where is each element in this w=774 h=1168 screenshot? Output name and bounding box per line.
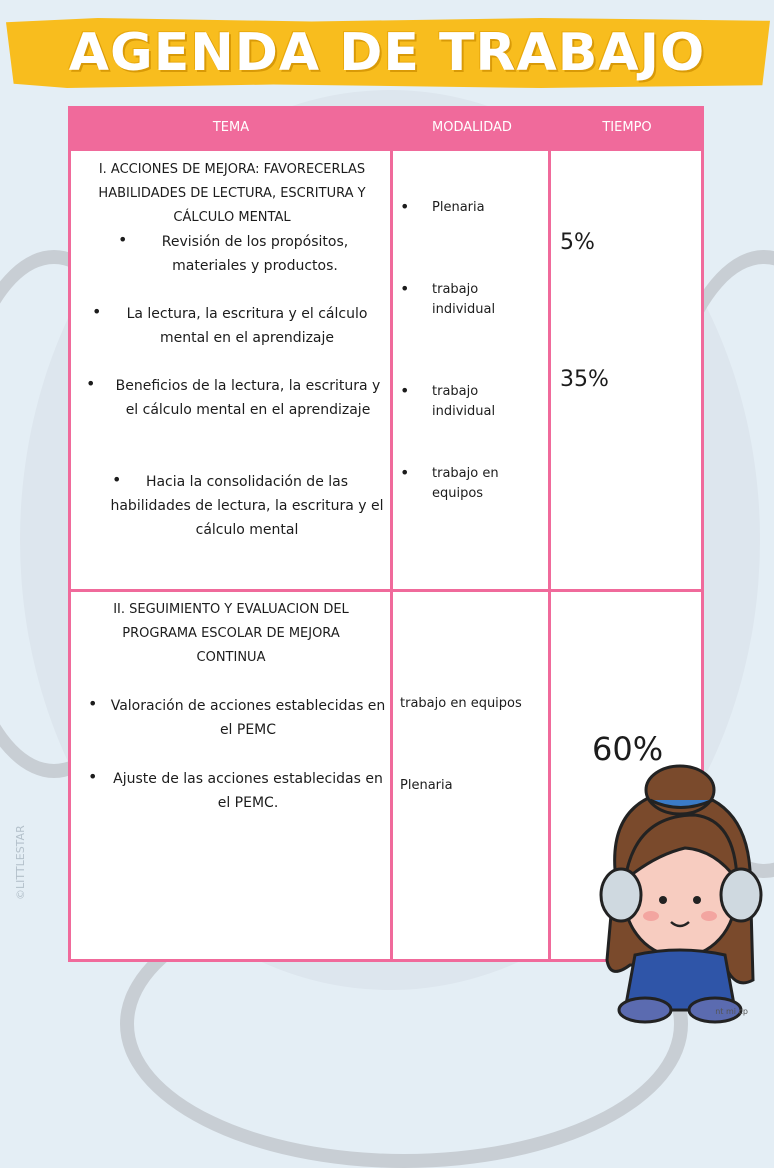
row2-item: Ajuste de las acciones establecidas en el PEMC. [113, 771, 383, 811]
row1-tiempo: 35% [560, 367, 609, 392]
row2-heading: II. SEGUIMIENTO Y EVALUACION DEL PROGRAMA ESCOLAR DE MEJORA CONTINUA [113, 602, 349, 665]
row2-modalidad: Plenaria [400, 778, 453, 793]
column-header-tema: TEMA [68, 106, 394, 150]
row1-modalidad: trabajo individual [432, 384, 496, 419]
bullet-icon: • [400, 279, 410, 298]
row1-modalidad: Plenaria [432, 200, 485, 215]
row1-tiempo: 5% [560, 230, 595, 255]
bullet-icon: • [92, 302, 102, 321]
row1-item: Hacia la consolidación de las habilidades de lectura, la escritura y el cálculo mental [110, 474, 384, 538]
column-header-tiempo: TIEMPO [550, 106, 704, 150]
row1-modalidad: trabajo en equipos [432, 466, 499, 501]
row2-modalidad: trabajo en equipos [400, 696, 522, 711]
column-header-modalidad: MODALIDAD [394, 106, 550, 150]
row2-tiempo: 60% [592, 730, 664, 768]
girl-illustration [585, 760, 774, 1024]
bullet-icon: • [88, 694, 98, 713]
signature: nt mi cp [715, 1007, 748, 1016]
page-title: AGENDA DE TRABAJO [68, 23, 706, 83]
row1-modalidad: trabajo individual [432, 282, 496, 317]
row1-item: La lectura, la escritura y el cálculo mental en el aprendizaje [126, 306, 368, 346]
bullet-icon: • [86, 374, 96, 393]
bullet-icon: • [112, 470, 122, 489]
watermark-text: ©LITTLESTAR [14, 825, 27, 900]
bullet-icon: • [88, 767, 98, 786]
bullet-icon: • [400, 381, 410, 400]
bullet-icon: • [118, 230, 128, 249]
bullet-icon: • [400, 197, 410, 216]
row1-item: Revisión de los propósitos, materiales y productos. [161, 234, 349, 274]
row1-heading: I. ACCIONES DE MEJORA: FAVORECERLAS HABILIDADES DE LECTURA, ESCRITURA Y CÁLCULO MENTAL [98, 162, 366, 225]
row1-item: Beneficios de la lectura, la escritura y el cálculo mental en el aprendizaje [115, 378, 381, 418]
bullet-icon: • [400, 463, 410, 482]
row2-item: Valoración de acciones establecidas en el PEMC [110, 698, 386, 738]
